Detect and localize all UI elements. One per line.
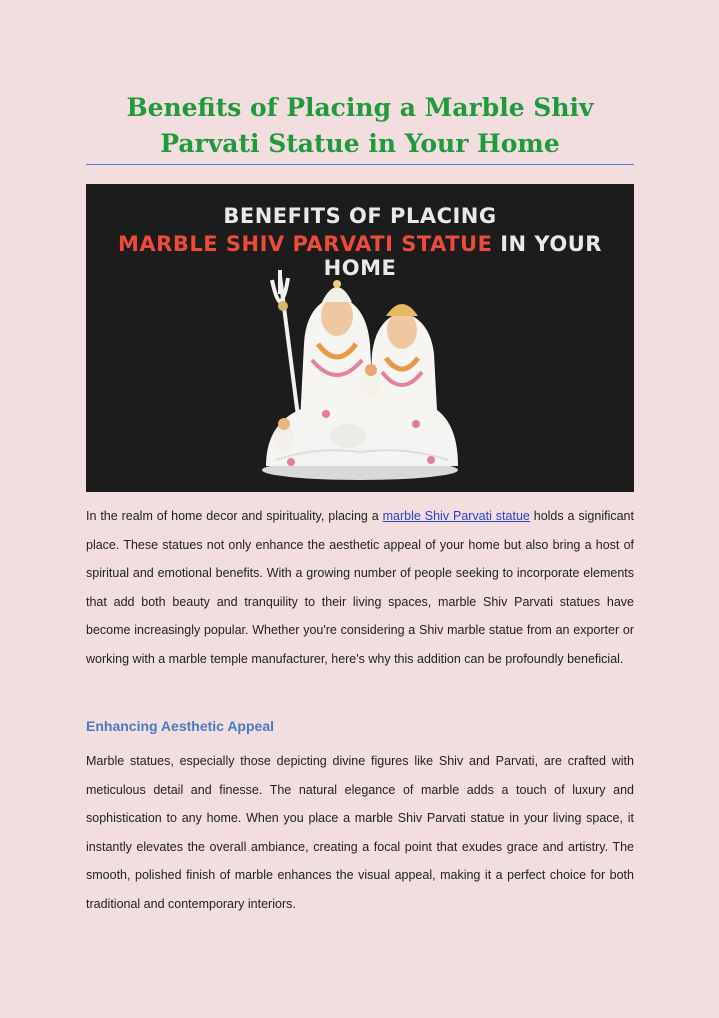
statue-illustration (86, 184, 634, 492)
section-heading-aesthetic: Enhancing Aesthetic Appeal (86, 718, 274, 734)
parvati-crown (386, 304, 418, 316)
ganesh-crown (365, 364, 377, 376)
document-title (86, 90, 634, 162)
hero-heading-highlight: MARBLE SHIV PARVATI STATUE (118, 232, 493, 256)
damaru-icon (278, 301, 288, 311)
nandi-figure (330, 424, 366, 448)
flower-detail (287, 458, 295, 466)
title-line-2: Parvati Statue in Your Home (160, 129, 560, 158)
parvati-face (387, 311, 417, 349)
small-side-figure-head (278, 418, 290, 430)
intro-text-after-link: holds a significant place. These statues not only enhance the aesthetic appeal of your home but also bring a host of spiritual and emotional benefits. With a growing number of people seeking to incorporate elements that add both beauty and tranquility to their living spaces, marble Shiv Parvati statues have become increasingly popular. Whether you're considering a Shiv marble statue from an exporter or working with a marble temple manufacturer, here's why this addition can be profoundly beneficial. (86, 509, 634, 666)
hero-heading-rest: IN YOUR HOME (323, 232, 602, 280)
hero-heading-line-1: BENEFITS OF PLACING (223, 204, 497, 228)
shiv-jata (322, 287, 352, 302)
shiv-crown-ornament (333, 280, 341, 288)
title-line-1: Benefits of Placing a Marble Shiv (126, 93, 594, 122)
statue-link[interactable]: marble Shiv Parvati statue (382, 509, 530, 523)
intro-text-before-link: In the realm of home decor and spirituality, placing a (86, 509, 383, 523)
intro-paragraph (86, 502, 634, 674)
flower-detail (412, 420, 420, 428)
flower-detail (322, 410, 330, 418)
trishul-head-icon (272, 270, 288, 302)
title-divider (86, 164, 634, 165)
flower-detail (427, 456, 435, 464)
hero-image (86, 184, 634, 492)
aesthetic-paragraph: Marble statues, especially those depicting divine figures like Shiv and Parvati, are crafted with meticulous detail and finesse. The natural elegance of marble adds a touch of luxury and sophistication to any home. When you place a marble Shiv Parvati statue in your living space, it instantly elevates the overall ambiance, creating a focal point that exudes grace and artistry. The smooth, polished finish of marble enhances the visual appeal, making it a perfect choice for both traditional and contemporary interiors. (86, 754, 634, 911)
